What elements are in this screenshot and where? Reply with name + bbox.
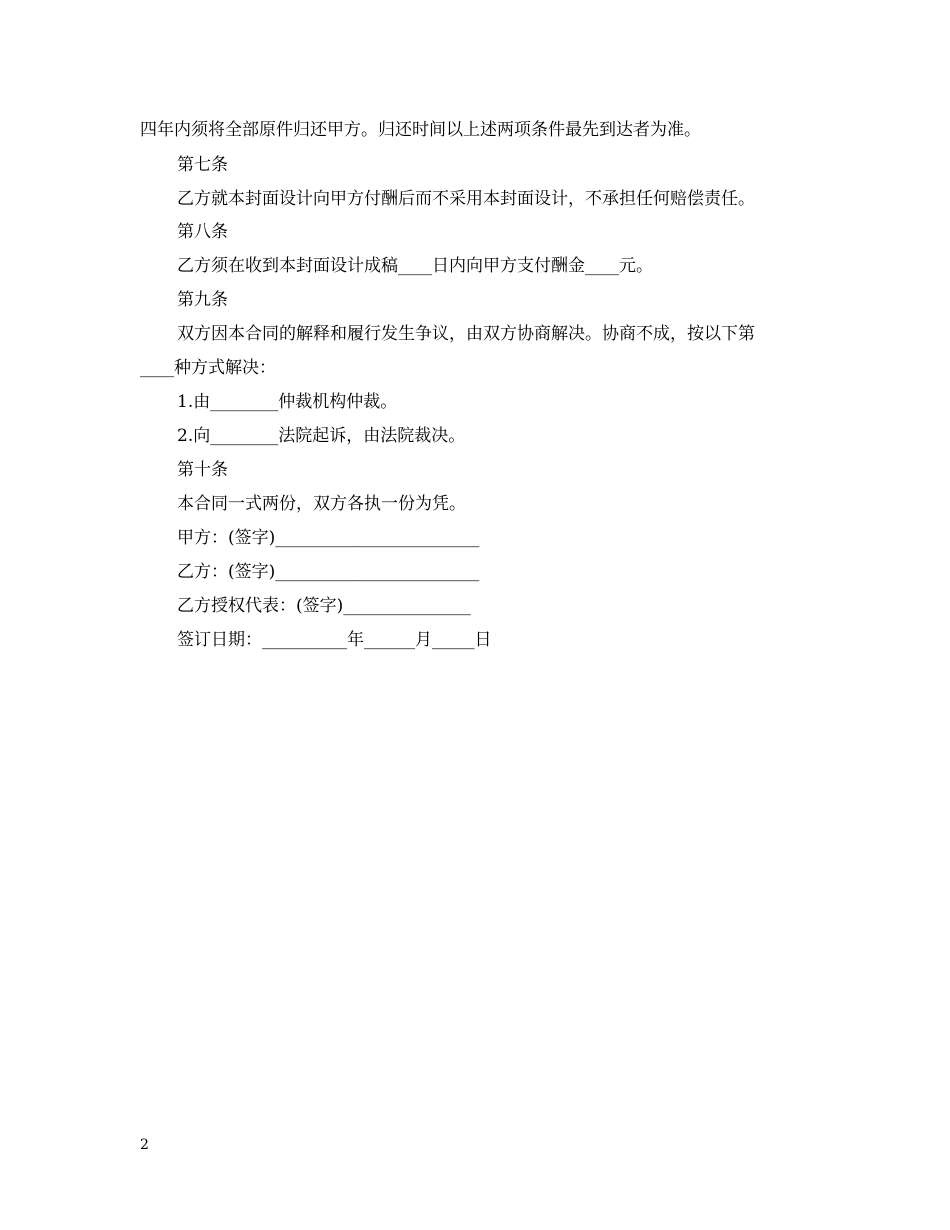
article-heading-7: 第七条 <box>177 155 228 175</box>
list-item-arbitration: 1.由________仲裁机构仲裁。 <box>177 392 398 412</box>
paragraph-line: 四年内须将全部原件归还甲方。归还时间以上述两项条件最先到达者为准。 <box>140 120 701 140</box>
article-heading-9: 第九条 <box>177 290 228 310</box>
article-heading-8: 第八条 <box>177 222 228 242</box>
signature-line-representative: 乙方授权代表：(签字)_______________ <box>177 596 471 616</box>
paragraph-line: ____种方式解决： <box>140 358 276 378</box>
paragraph-line: 双方因本合同的解释和履行发生争议，由双方协商解决。协商不成，按以下第 <box>177 324 755 344</box>
page-number: 2 <box>140 1137 149 1153</box>
paragraph-line: 乙方须在收到本封面设计成稿____日内向甲方支付酬金____元。 <box>177 256 653 276</box>
paragraph-line: 本合同一式两份，双方各执一份为凭。 <box>177 494 466 514</box>
article-heading-10: 第十条 <box>177 460 228 480</box>
signature-line-party-b: 乙方：(签字)________________________ <box>177 562 480 582</box>
signature-line-party-a: 甲方：(签字)________________________ <box>177 528 480 548</box>
paragraph-line: 乙方就本封面设计向甲方付酬后而不采用本封面设计，不承担任何赔偿责任。 <box>177 189 755 209</box>
signing-date-line: 签订日期：__________年______月_____日 <box>177 630 492 650</box>
list-item-court: 2.向________法院起诉，由法院裁决。 <box>177 426 466 446</box>
